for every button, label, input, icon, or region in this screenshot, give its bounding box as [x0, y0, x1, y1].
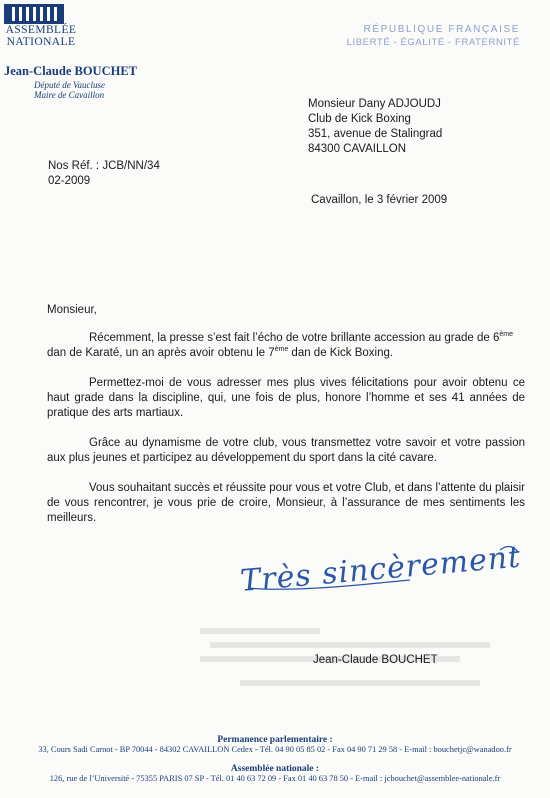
institution-line-2: NATIONALE — [6, 36, 76, 48]
recipient-line-1: Monsieur Dany ADJOUDJ — [308, 98, 441, 110]
paragraph-1-part-b: dan de Karaté, un an après avoir obtenu le 7 — [47, 347, 275, 359]
handwritten-closing: Très sincèrement — [238, 539, 523, 600]
footer-assemblee-title: Assemblée nationale : — [230, 764, 320, 774]
republic-title: RÉPUBLIQUE FRANÇAISE — [363, 24, 520, 35]
footer-assemblee-line: 126, rue de l’Université - 75355 PARIS 07 SP - Tél. 01 40 63 72 09 - Fax 01 40 63 78 50 - E-mail : jcbouchet@assemblee-nationale.fr — [49, 774, 501, 783]
footer-assemblee — [0, 764, 550, 783]
reference-line-2: 02-2009 — [48, 175, 91, 187]
recipient-line-3: 351, avenue de Stalingrad — [308, 128, 443, 140]
sender-role-1: Député de Vaucluse — [34, 80, 105, 90]
footer-permanence-title: Permanence parlementaire : — [217, 735, 333, 745]
footer-permanence-line: 33, Cours Sadi Carnot - BP 70044 - 84302 CAVAILLON Cedex - Tél. 04 90 05 85 02 - Fax 04 90 71 29 58 - E-mail : bouchetjc@wanadoo.fr — [38, 745, 512, 754]
handwritten-signature — [230, 530, 550, 600]
signer-name: Jean-Claude BOUCHET — [313, 654, 438, 666]
republic-motto-line: LIBERTÉ - ÉGALITÉ - FRATERNITÉ — [346, 37, 520, 48]
reference-line-1: Nos Réf. : JCB/NN/34 — [48, 160, 160, 172]
letter-date: Cavaillon, le 3 février 2009 — [311, 194, 448, 206]
sender-role-2: Maire de Cavaillon — [34, 90, 105, 100]
recipient-line-2: Club de Kick Boxing — [308, 113, 411, 125]
paragraph-1-part-c: dan de Kick Boxing. — [288, 347, 394, 359]
reference-block — [48, 159, 160, 189]
paragraph-3: Grâce au dynamisme de votre club, vous transmettez votre savoir et votre passion aux plus jeunes et participez au développement du sport dans la cité cavare. — [47, 437, 525, 464]
sender-name: Jean-Claude BOUCHET — [4, 64, 138, 78]
institution-name — [4, 24, 78, 48]
footer-permanence — [0, 735, 550, 754]
paragraph-1-sup-2: ème — [274, 346, 289, 354]
salutation: Monsieur, — [47, 304, 97, 316]
paragraph-1-part-a: Récemment, la presse s’est fait l’écho de votre brillante accession au grade de 6 — [89, 332, 500, 344]
institution-line-1: ASSEMBLÉE — [5, 24, 77, 36]
recipient-line-4: 84300 CAVAILLON — [308, 143, 407, 155]
paragraph-2: Permettez-moi de vous adresser mes plus vives félicitations pour avoir obtenu ce haut grade dans la discipline, qui, une fois de plus, honore l’homme et ses 41 années de pratique des arts martiaux. — [47, 377, 525, 419]
paragraph-1-sup-1: ème — [499, 331, 514, 339]
republic-motto — [347, 24, 520, 48]
paragraph-1 — [47, 331, 525, 361]
recipient-address — [308, 97, 442, 157]
paragraph-4: Vous souhaitant succès et réussite pour vous et votre Club, et dans l’attente du plaisir de vous rencontrer, je vous prie de croire, Monsieur, à l’assurance de mes sentiments les meilleurs. — [47, 482, 525, 524]
assemblee-nationale-logo-icon — [4, 4, 64, 24]
